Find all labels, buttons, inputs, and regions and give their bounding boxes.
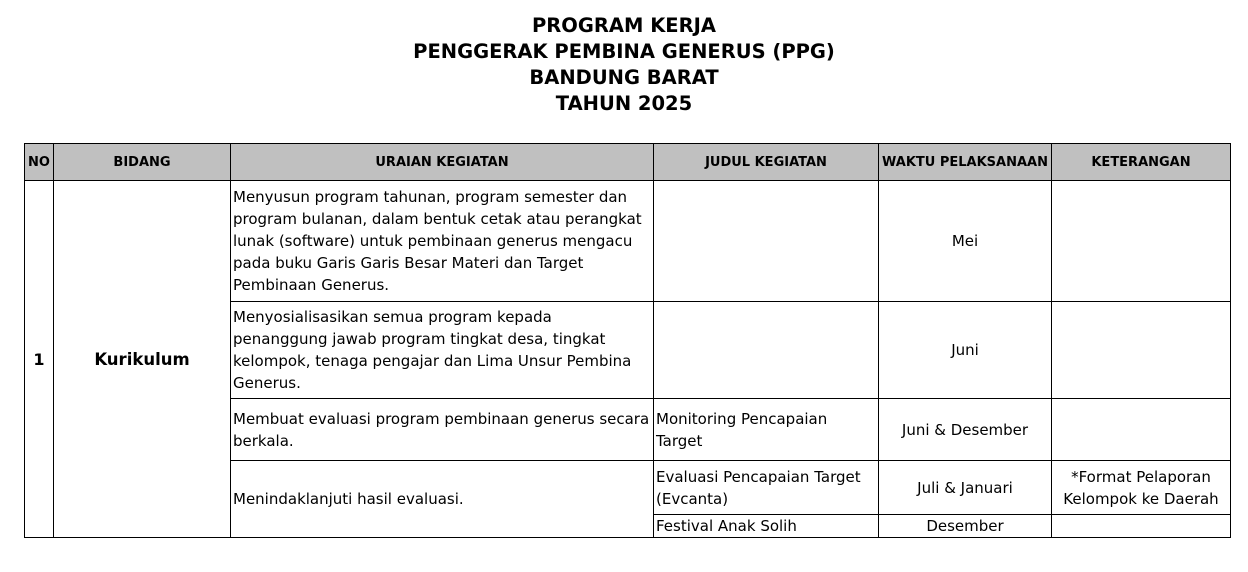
row-number: 1 [25, 181, 54, 538]
header-no: NO [25, 144, 54, 181]
header-waktu: WAKTU PELAKSANAAN [879, 144, 1052, 181]
keterangan-cell: *Format Pelaporan Kelompok ke Daerah [1052, 461, 1231, 515]
title-line-1: PROGRAM KERJA [532, 14, 716, 37]
header-bidang: BIDANG [54, 144, 231, 181]
header-uraian: URAIAN KEGIATAN [231, 144, 654, 181]
keterangan-cell [1052, 399, 1231, 461]
program-table [24, 143, 1231, 538]
title-line-3: BANDUNG BARAT [529, 66, 719, 89]
uraian-cell: Menindaklanjuti hasil evaluasi. [231, 461, 654, 538]
judul-cell [654, 302, 879, 399]
judul-cell [654, 181, 879, 302]
uraian-cell: Menyosialisasikan semua program kepada penanggung jawab program tingkat desa, tingkat kelompok, tenaga pengajar dan Lima Unsur Pembina Generus. [231, 302, 654, 399]
judul-cell: Monitoring Pencapaian Target [654, 399, 879, 461]
judul-cell: Evaluasi Pencapaian Target (Evcanta) [654, 461, 879, 515]
bidang-cell: Kurikulum [54, 181, 231, 538]
uraian-cell: Membuat evaluasi program pembinaan generus secara berkala. [231, 399, 654, 461]
table-header-row [25, 144, 1231, 181]
keterangan-cell [1052, 302, 1231, 399]
table-row [25, 181, 1231, 302]
header-keterangan: KETERANGAN [1052, 144, 1231, 181]
waktu-cell: Juni [879, 302, 1052, 399]
waktu-cell: Juni & Desember [879, 399, 1052, 461]
judul-cell: Festival Anak Solih [654, 515, 879, 538]
uraian-cell: Menyusun program tahunan, program semester dan program bulanan, dalam bentuk cetak atau perangkat lunak (software) untuk pembinaan generus mengacu pada buku Garis Garis Besar Materi dan Target Pembinaan Generus. [231, 181, 654, 302]
title-line-4: TAHUN 2025 [555, 92, 693, 115]
header-judul: JUDUL KEGIATAN [654, 144, 879, 181]
waktu-cell: Juli & Januari [879, 461, 1052, 515]
document-title [0, 13, 1248, 117]
waktu-cell: Desember [879, 515, 1052, 538]
waktu-cell: Mei [879, 181, 1052, 302]
keterangan-cell [1052, 515, 1231, 538]
keterangan-cell [1052, 181, 1231, 302]
title-line-2: PENGGERAK PEMBINA GENERUS (PPG) [413, 40, 835, 63]
